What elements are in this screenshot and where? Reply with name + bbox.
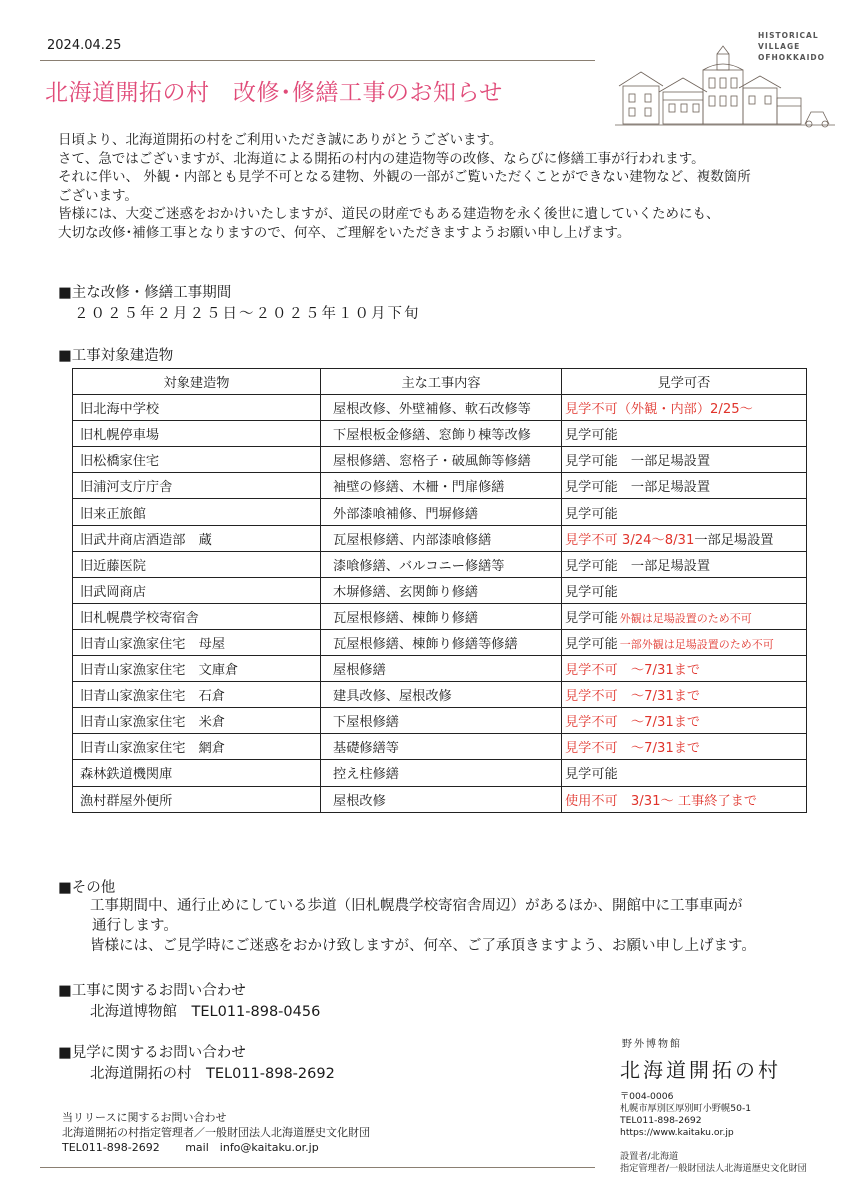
corp-name: 北海道開拓の村	[620, 1058, 781, 1082]
intro-line: ございます。	[58, 187, 138, 204]
intro-line: 日頃より、北海道開拓の村をご利用いただき誠にありがとうございます。	[58, 132, 503, 148]
construction-contact-value: 北海道博物館 TEL011-898-0456	[90, 1004, 321, 1020]
visit-status-cell	[561, 395, 806, 421]
table-row	[73, 421, 807, 447]
visit-status: 見学不可（外観・内部）2/25～	[564, 402, 753, 418]
building-name-cell: 旧浦河支庁庁舎	[73, 473, 321, 499]
table-row	[73, 760, 807, 786]
work-content-cell: 瓦屋根修繕、内部漆喰修繕	[321, 525, 562, 551]
intro-line: さて、急ではございますが、北海道による開拓の村内の建造物等の改修、ならびに修繕工事が行われます。	[58, 150, 705, 167]
visit-status-cell	[561, 499, 806, 525]
visit-status-cell	[561, 734, 806, 760]
visit-contact-heading: ■見学に関するお問い合わせ	[58, 1045, 246, 1061]
building-name-cell: 漁村群屋外便所	[73, 786, 321, 812]
footer-divider	[40, 1167, 595, 1168]
table-row	[73, 395, 807, 421]
table-row	[73, 682, 807, 708]
logo-line: VILLAGE	[758, 42, 801, 51]
visit-status-cell	[561, 603, 806, 629]
table-row	[73, 708, 807, 734]
corp-info-line: https://www.kaitaku.or.jp	[620, 1127, 734, 1138]
corp-info-line: 設置者/北海道	[620, 1151, 679, 1162]
buildings-table	[72, 368, 807, 813]
visit-contact-value: 北海道開拓の村 TEL011-898-2692	[90, 1066, 335, 1082]
work-content-cell: 基礎修繕等	[321, 734, 562, 760]
intro-line: それに伴い、 外観・内部とも見学不可となる建物、外観の一部がご覧いただくことができない建物など、複数箇所	[58, 169, 751, 185]
visit-status: 見学可能	[564, 610, 618, 626]
period-heading: ■主な改修・修繕工事期間	[58, 285, 232, 301]
page-title: 北海道開拓の村 改修･修繕工事のお知らせ	[45, 80, 503, 106]
work-content-cell: 瓦屋根修繕、棟飾り修繕等修繕	[321, 629, 562, 655]
visit-status: 見学不可 ～7/31まで	[564, 715, 701, 731]
other-line: 通行します。	[92, 918, 178, 934]
buildings-heading: ■工事対象建造物	[58, 348, 174, 364]
visit-status: 見学可能	[564, 428, 618, 444]
building-name-cell: 旧来正旅館	[73, 499, 321, 525]
work-content-cell: 屋根改修	[321, 786, 562, 812]
visit-status-cell	[561, 708, 806, 734]
table-row	[73, 525, 807, 551]
table-row	[73, 473, 807, 499]
corp-info-line: TEL011-898-2692	[620, 1115, 702, 1126]
visit-status-cell	[561, 656, 806, 682]
building-name-cell: 旧松橋家住宅	[73, 447, 321, 473]
visit-status: 見学可能 一部足場設置	[564, 558, 711, 574]
visit-status-cell	[561, 473, 806, 499]
corp-info-line: 指定管理者/一般財団法人北海道歴史文化財団	[620, 1163, 807, 1174]
table-header-row	[73, 369, 807, 395]
intro-paragraph	[58, 131, 818, 242]
release-contact	[62, 1110, 370, 1155]
work-content-cell: 屋根修繕	[321, 656, 562, 682]
corp-info-line: 札幌市厚別区厚別町小野幌50-1	[620, 1103, 752, 1114]
release-date: 2024.04.25	[47, 38, 122, 53]
visit-note: 一部足場設置	[694, 532, 774, 548]
building-name-cell: 旧青山家漁家住宅 網倉	[73, 734, 321, 760]
building-name-cell: 旧青山家漁家住宅 母屋	[73, 629, 321, 655]
logo-line: OFHOKKAIDO	[758, 53, 825, 62]
building-name-cell: 森林鉄道機関庫	[73, 760, 321, 786]
visit-status: 見学可能 一部足場設置	[564, 454, 711, 470]
intro-line: 皆様には、大変ご迷惑をおかけいたしますが、道民の財産でもある建造物を永く後世に遺していくためにも、	[58, 206, 720, 222]
corp-info-line: 〒004-0006	[620, 1091, 674, 1102]
work-content-cell: 控え柱修繕	[321, 760, 562, 786]
intro-line: 大切な改修･補修工事となりますので、何卒、ご理解をいただきますようお願い申し上げます。	[58, 224, 631, 241]
column-header: 見学可否	[561, 369, 806, 395]
release-contact-line: 北海道開拓の村指定管理者／一般財団法人北海道歴史文化財団	[62, 1126, 370, 1139]
building-name-cell: 旧札幌農学校寄宿舎	[73, 603, 321, 629]
work-content-cell: 瓦屋根修繕、棟飾り修繕	[321, 603, 562, 629]
table-row	[73, 577, 807, 603]
work-content-cell: 下屋根修繕	[321, 708, 562, 734]
visit-status: 見学可能 一部足場設置	[564, 480, 711, 496]
work-content-cell: 外部漆喰補修、門塀修繕	[321, 499, 562, 525]
building-name-cell: 旧青山家漁家住宅 米倉	[73, 708, 321, 734]
other-notes	[90, 896, 756, 956]
work-content-cell: 建具改修、屋根改修	[321, 682, 562, 708]
visit-status: 見学不可 ～7/31まで	[564, 689, 701, 705]
building-name-cell: 旧近藤医院	[73, 551, 321, 577]
logo-line: HISTORICAL	[758, 31, 819, 40]
table-row	[73, 629, 807, 655]
visit-status: 見学不可 ～7/31まで	[564, 741, 701, 757]
table-row	[73, 551, 807, 577]
period-value: ２０２５年２月２５日～２０２５年１０月下旬	[74, 306, 421, 322]
release-contact-line: TEL011-898-2692 mail info@kaitaku.or.jp	[62, 1141, 319, 1154]
work-content-cell: 木塀修繕、玄関飾り修繕	[321, 577, 562, 603]
visit-status-cell	[561, 629, 806, 655]
visit-status: 見学不可 3/24～8/31	[564, 532, 695, 548]
building-name-cell: 旧青山家漁家住宅 文庫倉	[73, 656, 321, 682]
visit-status-cell	[561, 682, 806, 708]
header-divider	[40, 60, 595, 61]
other-line: 工事期間中、通行止めにしている歩道（旧札幌農学校寄宿舎周辺）があるほか、開館中に工事車両が	[90, 898, 743, 914]
visit-status-cell	[561, 760, 806, 786]
visit-status: 見学不可 ～7/31まで	[564, 663, 701, 679]
visit-status-cell	[561, 525, 806, 551]
column-header: 主な工事内容	[321, 369, 562, 395]
visit-status-cell	[561, 577, 806, 603]
visit-status: 見学可能	[564, 584, 618, 600]
visit-status-cell	[561, 421, 806, 447]
visit-status: 見学可能	[564, 767, 618, 783]
work-content-cell: 下屋根板金修繕、窓飾り棟等改修	[321, 421, 562, 447]
building-name-cell: 旧青山家漁家住宅 石倉	[73, 682, 321, 708]
corp-subtitle: 野外博物館	[622, 1039, 682, 1050]
table-row	[73, 734, 807, 760]
visit-status-cell	[561, 786, 806, 812]
visit-status: 使用不可 3/31～ 工事終了まで	[564, 793, 758, 809]
building-name-cell: 旧北海中学校	[73, 395, 321, 421]
building-name-cell: 旧武井商店酒造部 蔵	[73, 525, 321, 551]
visit-note: 一部外観は足場設置のため不可	[619, 637, 774, 651]
visit-status-cell	[561, 551, 806, 577]
work-content-cell: 袖壁の修繕、木柵・門扉修繕	[321, 473, 562, 499]
construction-contact-heading: ■工事に関するお問い合わせ	[58, 983, 246, 999]
work-content-cell: 漆喰修繕、バルコニー修繕等	[321, 551, 562, 577]
release-contact-line: 当リリースに関するお問い合わせ	[62, 1111, 227, 1124]
table-row	[73, 603, 807, 629]
other-line: 皆様には、ご見学時にご迷惑をおかけ致しますが、何卒、ご了承頂きますよう、お願い申し上げます。	[90, 938, 756, 954]
visit-status: 見学可能	[564, 636, 618, 652]
table-row	[73, 786, 807, 812]
table-row	[73, 656, 807, 682]
work-content-cell: 屋根修繕、窓格子・破風飾等修繕	[321, 447, 562, 473]
building-name-cell: 旧武岡商店	[73, 577, 321, 603]
other-heading: ■その他	[58, 880, 116, 896]
column-header: 対象建造物	[73, 369, 321, 395]
work-content-cell: 屋根改修、外壁補修、軟石改修等	[321, 395, 562, 421]
corp-info-line	[620, 1139, 807, 1151]
table-row	[73, 447, 807, 473]
logo-wordmark	[758, 30, 825, 63]
table-row	[73, 499, 807, 525]
corp-info	[620, 1091, 807, 1175]
visit-status: 見学可能	[564, 506, 618, 522]
building-name-cell: 旧札幌停車場	[73, 421, 321, 447]
visit-status-cell	[561, 447, 806, 473]
visit-note: 外観は足場設置のため不可	[619, 611, 752, 625]
